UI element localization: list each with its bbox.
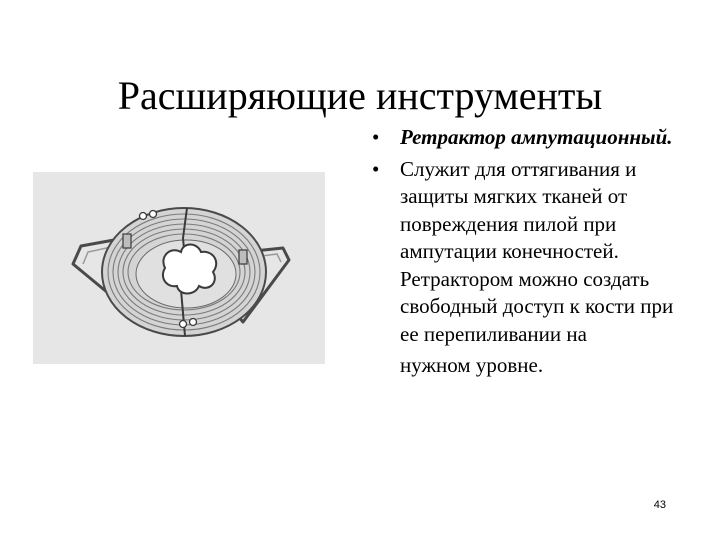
bullet-item-title: [366, 124, 696, 152]
bullet-marker: •: [372, 156, 380, 181]
amputation-retractor-icon: [33, 172, 325, 364]
slide-title: Расширяющие инструменты: [117, 73, 603, 118]
bullet-text-description-last-line: нужном уровне.: [400, 353, 544, 377]
bullet-marker: •: [372, 125, 380, 149]
bullet-item-description: [366, 156, 696, 380]
retractor-figure: [33, 172, 325, 364]
page-number: 43: [653, 499, 666, 511]
bullet-list: [366, 124, 696, 384]
bullet-text-description: Служит для оттягивания и защиты мягких тканей от повреждения пилой при ампутации конечностей. Ретрактором можно создать свободный доступ к кости при ее перепиливании на: [400, 156, 674, 346]
bullet-text-instrument-name: Ретрактор ампутационный.: [400, 125, 673, 149]
